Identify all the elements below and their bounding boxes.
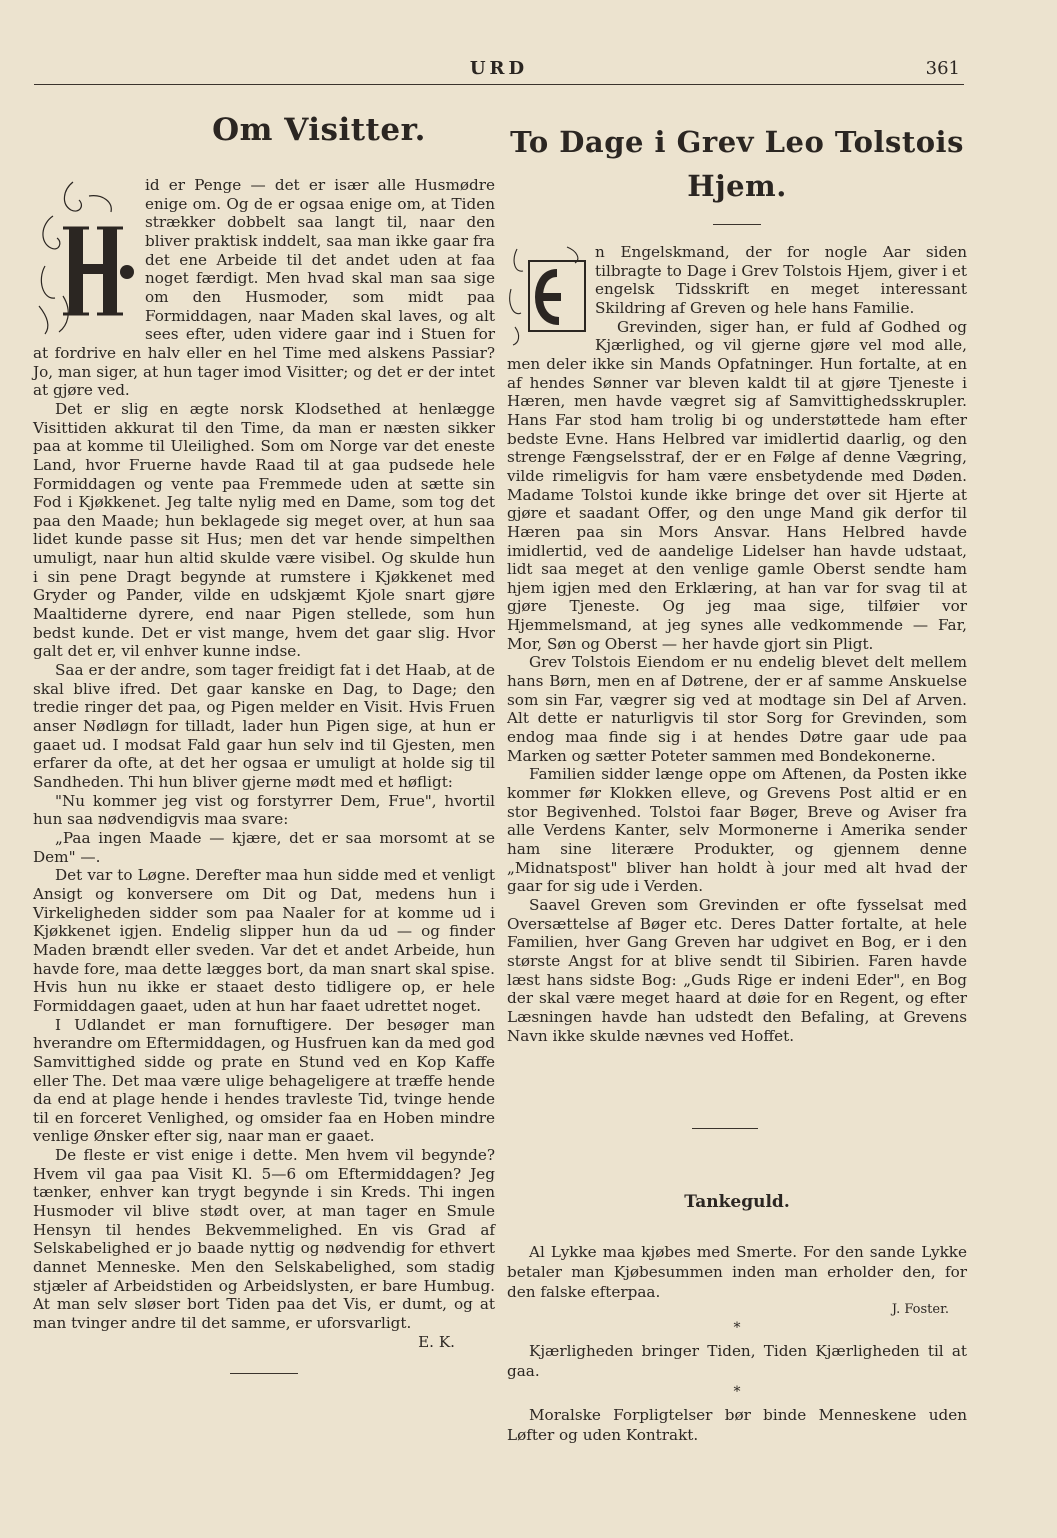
end-rule bbox=[230, 1373, 298, 1374]
aphorism-1-author: J. Foster. bbox=[891, 1302, 949, 1317]
paragraph-7: I Udlandet er man fornuftigere. Der besøger man hverandre om Eftermiddagen, og Husfruen kan da med god Samvittighed sidde og prate en Stund ved en Kop Kaffe eller The. Det maa være ulige behageligere at træffe hende da end at plage hende i hendes travleste Tid, tvinge hende til en forceret Venlighed, og omsider faa en Hoben mindre venlige Ønsker efter sig, naar man er gaaet. bbox=[33, 1015, 495, 1146]
article-title-visits: Om Visitter. bbox=[212, 112, 426, 148]
paragraph-4: "Nu kommer jeg vist og forstyrrer Dem, Frue", hvortil hun saa nødvendigvis maa svare: bbox=[33, 791, 495, 829]
paragraph-5: „Paa ingen Maade — kjære, det er saa morsomt at se Dem" —. bbox=[33, 828, 495, 866]
article-title-tolstoi: To Dage i Grev Leo Tolstois Hjem. bbox=[510, 125, 964, 203]
asterisk-separator: * bbox=[733, 1384, 741, 1400]
journal-title: URD bbox=[469, 58, 529, 79]
aphorism-3: Moralske Forpligtelser bør binde Menneskene uden Løfter og uden Kontrakt. bbox=[507, 1406, 967, 1444]
thoughts-heading: Tankeguld. bbox=[684, 1192, 790, 1212]
section-divider bbox=[692, 1128, 758, 1129]
paragraph-r1: n Engelskmand, der for nogle Aar siden tilbragte to Dage i Grev Tolstois Hjem, giver i et engelsk Tidsskrift en meget interessant Skildring af Greven og hele hans Familie. bbox=[595, 243, 967, 317]
left-column bbox=[33, 108, 495, 1374]
signature-line bbox=[33, 1333, 495, 1352]
running-head bbox=[34, 58, 964, 85]
paragraph-8: De fleste er vist enige i dette. Men hvem vil begynde? Hvem vil gaa paa Visit Kl. 5—6 om Eftermiddagen? Jeg tænker, enhver kan trygt begynde i sin Kreds. Thi ingen Husmoder vil blive stødt over, at man tager en Smule Hensyn til hendes Bekvemmelighed. En vis Grad af Selskabelighed er jo baade nyttig og nødvendig for ethvert dannet Menneske. Men den Selskabelighed, som stadig stjæler af Arbeidstiden og Arbeidslysten, er bare Humbug. At man selv sløser bort Tiden paa det Vis, er dumt, og at man tvinger andre til det samme, er uforsvarligt. bbox=[33, 1146, 495, 1333]
paragraph-2: Det er slig en ægte norsk Klodsethed at henlægge Visittiden akkurat til den Time, da man er næsten sikker paa at komme til Uleilighed. Som om Norge var det eneste Land, hvor Fruerne havde Raad til at gaa pudsede hele Formiddagen og vente paa Fremmede uden at sætte sin Fod i Kjøkkenet. Jeg talte nylig med en Dame, som tog det paa den Maade; hun beklagede sig meget over, at hun saa lidet kunde passe sit Hus; men det var hende simpelthen umuligt, naar hun altid skulde være visibel. Og skulde hun i sin pene Dragt begynde at rumstere i Kjøkkenet med Gryder og Pander, vilde en udskjæmt Kjole snart gjøre Maaltiderne dyrere, end naar Pigen stellede, som hun bedst kunde. Det er vist mange, hvem det gaar slig. Hvor galt det er, vil enhver kunne indse. bbox=[33, 399, 495, 661]
paragraph-r4: Familien sidder længe oppe om Aftenen, da Posten ikke kommer før Klokken elleve, og Grevens Post altid er en stor Begivenhed. Tolstoi faar Bøger, Breve og Aviser fra alle Verdens Kanter, selv Mormonerne i Amerika sender ham sine literære Produkter, og gjennem denne „Midnatspost" bliver han holdt à jour med alt hvad der gaar for sig ude i Verden. bbox=[507, 765, 967, 896]
paragraph-3: Saa er der andre, som tager freidigt fat i det Haab, at de skal blive ifred. Det gaar kanske en Dag, to Dage; den tredie ringer det paa, og Pigen melder en Visit. Hvis Fruen anser Nødløgn for tilladt, lader hun Pigen sige, at hun er gaaet ud. I modsat Fald gaar hun selv ind til Gjesten, men erfarer da ofte, at det her ogsaa er umuligt at holde sig til Sandheden. Thi hun bliver gjerne mødt med et høfligt: bbox=[33, 661, 495, 791]
ornamental-initial-h-icon bbox=[33, 176, 139, 338]
page-number: 361 bbox=[925, 58, 960, 79]
paragraph-6: Det var to Løgne. Derefter maa hun sidde med et venligt Ansigt og konversere om Dit og Dat, medens hun i Virkeligheden sidder som paa Naaler for at komme ud i Kjøkkenet igjen. Endelig slipper hun da ud — og finder Maden brændt eller sveden. Var det et andet Arbeide, hun havde fore, maa dette lægges bort, da man snart skal spise. Hvis hun nu ikke er staaet desto tidligere op, er hele Formiddagen gaaet, uden at hun har faaet udrettet noget. bbox=[33, 866, 495, 1015]
paragraph-r5: Saavel Greven som Grevinden er ofte fysselsat med Oversættelse af Bøger etc. Deres Datter fortalte, at hele Familien, hver Gang Greven har udgivet en Bog, er i den største Angst for at blive sendt til Sibirien. Faren havde læst hans sidste Bog: „Guds Rige er indeni Eder", en Bog der skal være meget haard at døie for en Regent, og efter Læsningen havde han udstedt den Befaling, at Grevens Navn ikke skulde nævnes ved Hoffet. bbox=[507, 895, 967, 1045]
aphorism-1-author-row bbox=[507, 1302, 967, 1317]
paragraph-1: id er Penge — det er især alle Husmødre enige om. Og de er ogsaa enige om, at Tiden strækker dobbelt saa langt til, naar den bliver praktisk inddelt, saa man ikke gaar fra det ene Arbeide til det andet uden at faa noget færdigt. Men hvad skal man saa sige om den Husmoder, som midt paa Formiddagen, naar Maden skal laves, og alt sees efter, uden videre gaar ind i Stuen for at fordrive en halv eller en hel Time med alskens Passiar? Jo, man siger, at hun tager imod Visitter; og det er der intet at gjøre ved. bbox=[33, 176, 495, 400]
paragraph-r3: Grev Tolstois Eiendom er nu endelig blevet delt mellem hans Børn, men en af Døtrene, der er af samme Anskuelse som sin Far, vægrer sig ved at modtage sin Del af Arven. Alt dette er naturligvis til stor Sorg for Grevinden, som endog maa finde sig i at hendes Døtre gaar ude paa Marken og sætter Poteter sammen med Bondekonerne. bbox=[507, 653, 967, 765]
aphorism-1: Al Lykke maa kjøbes med Smerte. For den sande Lykke betaler man Kjøbesummen inden man erholder den, for den falske efterpaa. bbox=[507, 1243, 967, 1301]
aphorism-2: Kjærligheden bringer Tiden, Tiden Kjærligheden til at gaa. bbox=[507, 1342, 967, 1380]
thoughts-section bbox=[507, 1192, 967, 1445]
asterisk-separator: * bbox=[733, 1320, 741, 1336]
title-rule bbox=[713, 224, 761, 225]
paragraph-r2: Grevinden, siger han, er fuld af Godhed og Kjærlighed, og vil gjerne gjøre vel mod alle, men deler ikke sin Mands Opfatninger. Hun fortalte, at en af hendes Sønner var bleven kaldt til at gjøre Tjeneste i Hæren, men havde vægret sig af Samvittighedsskrupler. Hans Far stod ham trolig bi og understøttede ham efter bedste Evne. Hans Helbred var imidlertid daarlig, og den strenge Fængselsstraf, der er en Følge af denne Vægring, vilde rimeligvis for ham være ensbetydende med Døden. Madame Tolstoi kunde ikke bringe det over sit Hjerte at gjøre et saadant Offer, og den unge Mand gik derfor til Hæren paa sin Mors Ansvar. Hans Helbred havde imidlertid, ved de aandelige Lidelser han havde udstaat, lidt saa meget at den venlige gamle Oberst sendte ham hjem igjen med den Erklæring, at han var for svag til at gjøre Tjeneste. Og jeg maa sige, tilføier vor Hjemmelsmand, at jeg synes alle vedkommende — Far, Mor, Søn og Oberst — her havde gjort sin Pligt. bbox=[507, 317, 967, 653]
right-column bbox=[507, 108, 967, 1045]
signature: E. K. bbox=[418, 1332, 455, 1351]
ornamental-initial-e-icon bbox=[507, 243, 589, 347]
